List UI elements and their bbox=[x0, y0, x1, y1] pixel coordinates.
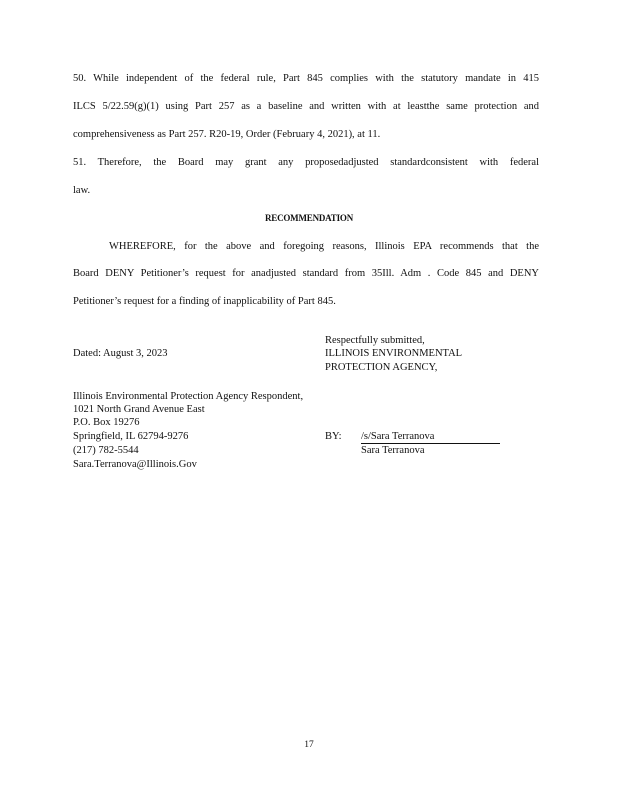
respectfully-submitted: Respectfully submitted, bbox=[325, 335, 425, 346]
paragraph-50-line-3: comprehensiveness as Part 257. R20-19, Order (February 4, 2021), at 11. bbox=[73, 129, 381, 140]
address-line-1: Illinois Environmental Protection Agency Respondent, bbox=[73, 391, 304, 402]
recommendation-line-2: Board DENY Petitioner’s request for anadjusted standard from 35Ill. Adm . Code 845 and DENY bbox=[73, 268, 539, 279]
paragraph-51-line-2: law. bbox=[73, 185, 91, 196]
paragraph-50-line-1: 50. While independent of the federal rule, Part 845 complies with the statutory mandate in 415 bbox=[73, 73, 539, 84]
by-label: BY: bbox=[325, 431, 342, 442]
paragraph-51-line-1: 51. Therefore, the Board may grant any proposedadjusted standardconsistent with federal bbox=[73, 157, 539, 168]
recommendation-line-1: WHEREFORE, for the above and foregoing reasons, Illinois EPA recommends that the bbox=[109, 241, 539, 252]
signature-line bbox=[361, 443, 500, 444]
electronic-signature: /s/Sara Terranova bbox=[361, 431, 435, 442]
address-line-3: P.O. Box 19276 bbox=[73, 417, 140, 428]
address-email: Sara.Terranova@Illinois.Gov bbox=[73, 459, 197, 470]
paragraph-50-line-2: ILCS 5/22.59(g)(1) using Part 257 as a baseline and written with at leastthe same protection and bbox=[73, 101, 539, 112]
address-phone: (217) 782-5544 bbox=[73, 445, 139, 456]
agency-name-line-1: ILLINOIS ENVIRONMENTAL bbox=[325, 348, 463, 359]
page-number: 17 bbox=[304, 740, 314, 750]
agency-name-line-2: PROTECTION AGENCY, bbox=[325, 362, 438, 373]
address-line-2: 1021 North Grand Avenue East bbox=[73, 404, 205, 415]
recommendation-line-3: Petitioner’s request for a finding of inapplicability of Part 845. bbox=[73, 296, 336, 307]
address-line-4: Springfield, IL 62794-9276 bbox=[73, 431, 189, 442]
signer-name: Sara Terranova bbox=[361, 445, 425, 456]
dated-line: Dated: August 3, 2023 bbox=[73, 348, 168, 359]
recommendation-heading: RECOMMENDATION bbox=[264, 213, 354, 223]
